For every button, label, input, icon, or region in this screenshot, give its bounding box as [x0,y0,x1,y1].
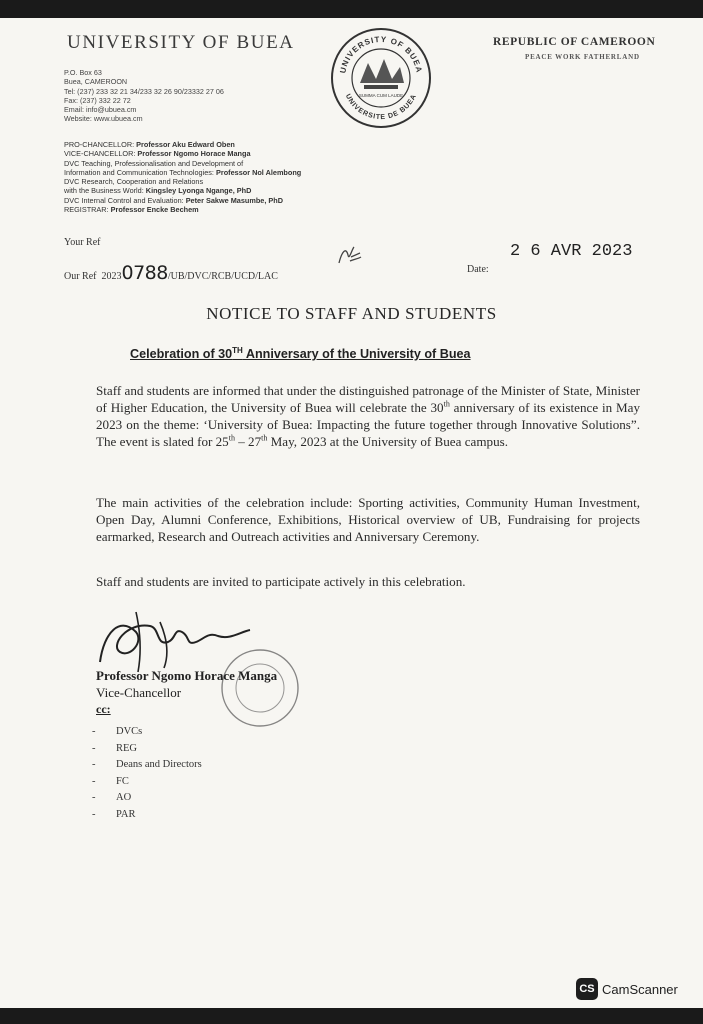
signatory-title: Vice-Chancellor [96,685,182,700]
contact-block [64,68,224,124]
official-line: DVC Research, Cooperation and Relations [64,177,204,187]
our-ref [64,262,278,284]
notice-subject: Celebration of 30TH Anniversary of the University of Buea [130,346,471,362]
our-ref-label: Our Ref [64,271,97,282]
contact-line: P.O. Box 63 [64,68,102,77]
official-line: Information and Communication Technologies: Professor Nol Alembong [64,167,302,177]
official-line: DVC Internal Control and Evaluation: Peter Sakwe Masumbe, PhD [64,195,284,205]
letter-page [0,18,703,1008]
republic-heading: REPUBLIC OF CAMEROON [493,36,656,48]
official-line: DVC Teaching, Professionalisation and Development of [64,158,244,168]
contact-line: Website: www.ubuea.cm [64,114,143,124]
paragraph-announcement: Staff and students are informed that under the distinguished patronage of the Minister of State, Minister of Higher Education, the University of Buea will celebrate the 30th anniversary of its existence in May 2023 on the theme: ‘University of Buea: Impacting the future together through Innovative Solutions”. The event is slated for 25th – 27th May, 2023 at the University of Buea campus. [96,383,640,449]
signatory-name: Professor Ngomo Horace Manga [96,668,278,683]
contact-line: Tel: (237) 233 32 21 34/233 32 26 90/23332 27 06 [64,86,224,96]
list-item: - PAR [92,808,136,820]
official-line: PRO-CHANCELLOR: Professor Aku Edward Oben [64,140,235,149]
list-item: - AO [92,792,132,803]
officials-block [64,140,301,214]
contact-line: Email: info@ubuea.cm [64,105,137,115]
date-label: Date: [467,264,489,275]
official-line: REGISTRAR: Professor Encke Bechem [64,205,199,215]
list-item: - Deans and Directors [92,759,202,770]
camscanner-logo-icon: CS [576,978,598,1000]
camscanner-label: CamScanner [602,981,678,997]
seal-motto: SUMMA CUM LAUDE [358,93,404,98]
contact-line: Buea, CAMEROON [64,77,128,87]
list-item: - REG [92,742,137,754]
our-ref-number: 0788 [121,262,168,284]
official-line: with the Business World: Kingsley Lyonga Ngange, PhD [64,186,252,196]
date-stamp: 2 6 AVR 2023 [510,242,633,261]
our-ref-suffix: /UB/DVC/RCB/UCD/LAC [167,271,278,282]
cc-label: cc: [96,702,111,716]
official-line: VICE-CHANCELLOR: Professor Ngomo Horace Manga [64,149,251,159]
cc-list [92,724,202,823]
university-name: UNIVERSITY OF BUEA [67,32,295,53]
handwritten-initial-icon [336,245,362,267]
list-item: - FC [92,775,129,787]
university-seal-icon [326,23,436,133]
notice-title: NOTICE TO STAFF AND STUDENTS [206,304,497,323]
our-ref-prefix: 2023 [101,271,122,282]
list-item: - DVCs [92,726,143,737]
camscanner-watermark [576,978,678,1000]
national-motto: PEACE WORK FATHERLAND [525,53,640,61]
your-ref-label: Your Ref [64,237,101,248]
paragraph-activities: The main activities of the celebration include: Sporting activities, Community Human Investment, Open Day, Alumni Conference, Exhibitions, Historical overview of UB, Fundraising for projects earmarked, Research and Outreach activities and Anniversary Ceremony. [96,495,640,544]
seal-top-text: UNIVERSITY OF BUEA [338,34,424,75]
contact-line: Fax: (237) 332 22 72 [64,95,131,105]
paragraph-invitation: Staff and students are invited to participate actively in this celebration. [96,574,466,589]
seal-bottom-text: UNIVERSITE DE BUEA [343,93,419,122]
